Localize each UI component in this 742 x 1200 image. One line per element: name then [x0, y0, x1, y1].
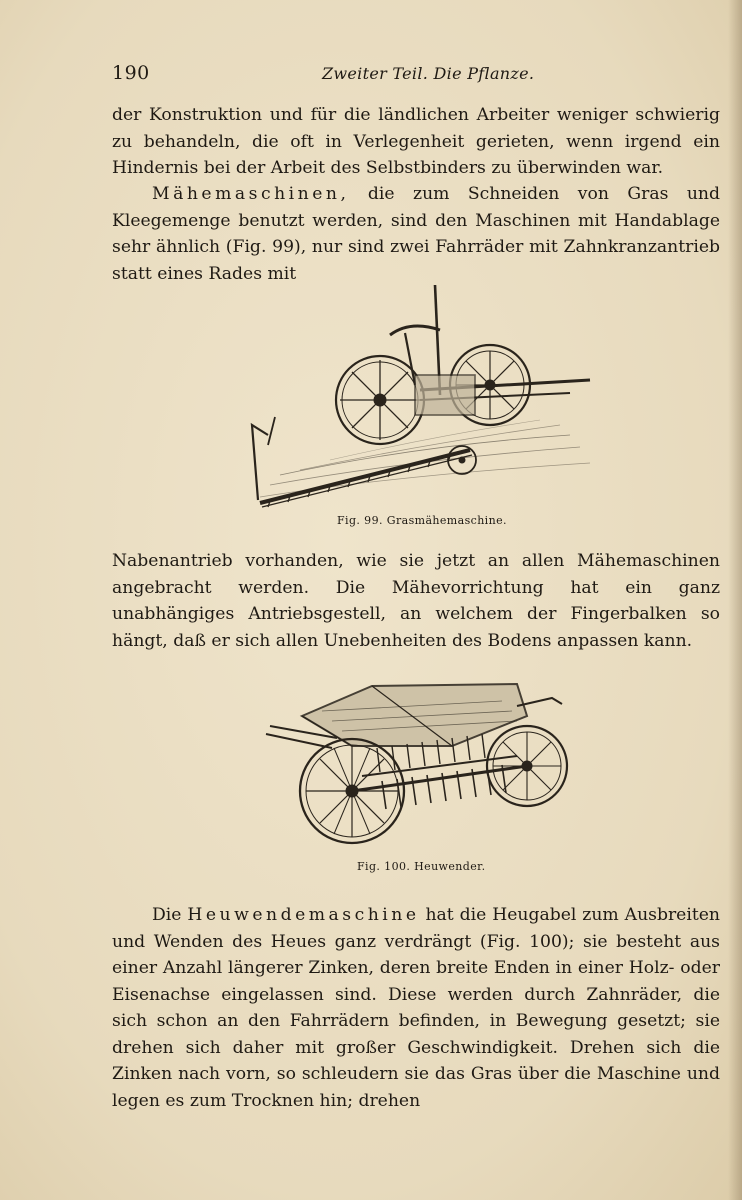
page-edge-shadow	[728, 0, 742, 1200]
figure-99	[240, 275, 620, 527]
figure-100	[262, 676, 582, 876]
mower-illustration	[240, 275, 620, 515]
page-number: 190	[112, 62, 150, 84]
paragraph-4-text: hat die Heugabel zum Ausbreiten und Wenden des Heues ganz verdrängt (Fig. 100); sie besteht aus einer Anzahl längerer Zinken, deren breite Enden in einer Holz- oder Eisenachse eingelassen sind. Diese werden durch Zahnräder, die sich schon an den Fahrrädern befinden, in Bewegung gesetzt; sie drehen sich daher mit großer Geschwindigkeit. Drehen sich die Zinken nach vorn, so schleudern sie das Gras über die Maschine und legen es zum Trocknen hin; drehen	[112, 905, 720, 1111]
figure-100-caption: Fig. 100. Heuwender.	[357, 860, 486, 873]
term-heuwendemaschine: Heuwendemaschine	[187, 905, 420, 925]
page-header	[112, 62, 720, 86]
paragraph-1: der Konstruktion und für die ländlichen Arbeiter weniger schwierig zu behandeln, die oft in Verlegenheit gerieten, wenn irgend ein Hindernis bei der Arbeit des Selbstbinders zu überwinden war.	[112, 105, 720, 178]
paragraph-3: Nabenantrieb vorhanden, wie sie jetzt an allen Mähemaschinen angebracht werden. Die Mähevorrichtung hat ein ganz unabhängiges Antriebsgestell, an welchem der Fingerbalken so hängt, daß er sich allen Unebenheiten des Bodens anpassen kann.	[112, 551, 720, 651]
paragraph-2	[112, 181, 720, 287]
term-maehemaschinen: Mähemaschinen,	[152, 184, 350, 204]
hay-tedder-illustration	[262, 676, 582, 856]
running-head: Zweiter Teil. Die Pflanze.	[322, 64, 535, 83]
paragraph-4-lead: Die	[152, 905, 188, 925]
paragraph-4	[112, 902, 720, 1114]
paragraph-2-text: die zum Schneiden von Gras und Kleegemenge benutzt werden, sind den Maschinen mit Handablage sehr ähnlich (Fig. 99), nur sind zwei Fahrräder mit Zahnkranzantrieb statt eines Rades mit	[112, 184, 720, 284]
figure-99-caption: Fig. 99. Grasmähemaschine.	[337, 514, 507, 527]
